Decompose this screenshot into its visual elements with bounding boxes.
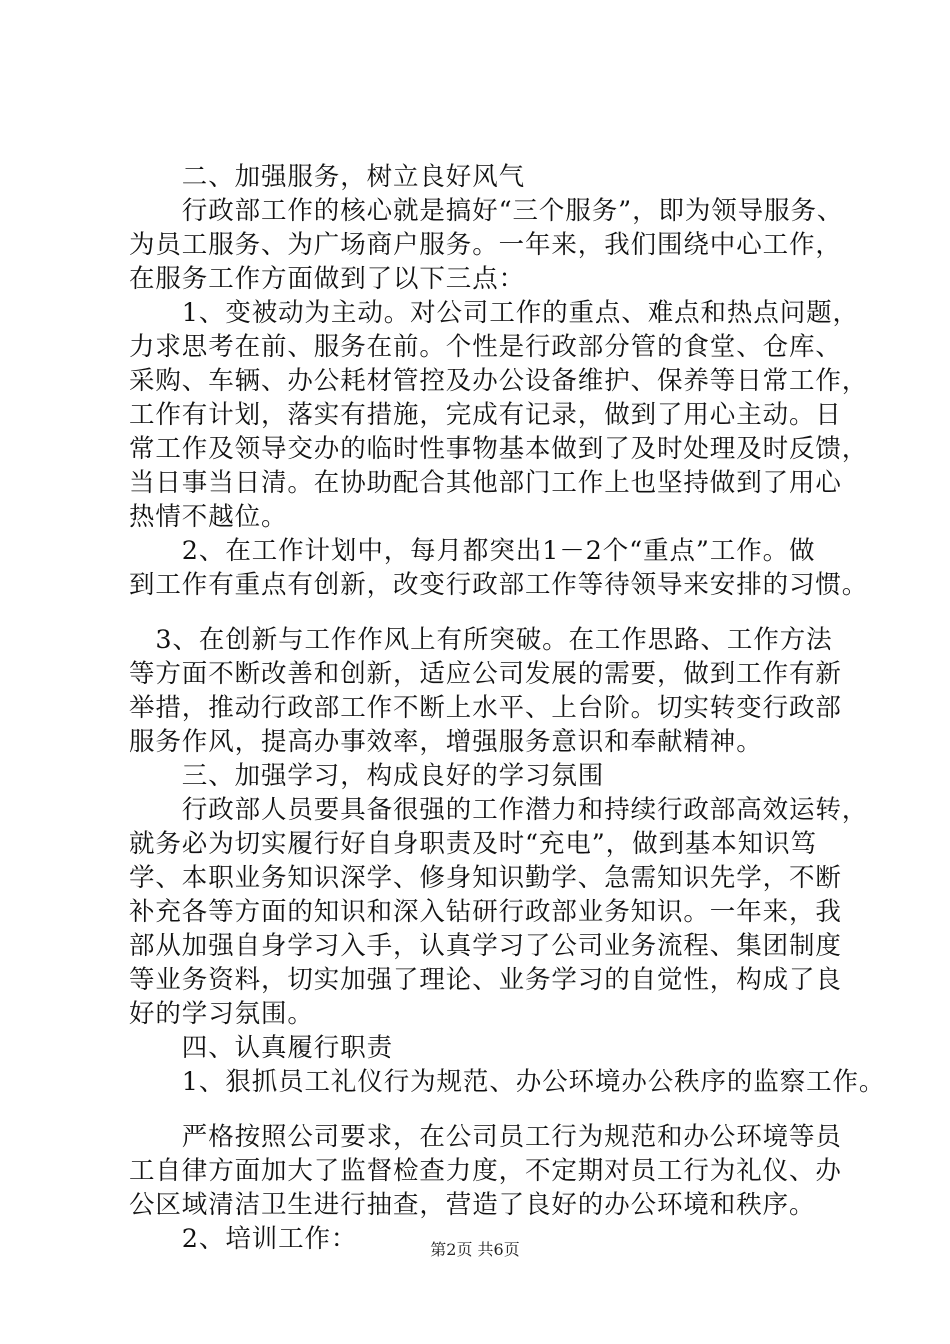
page-footer: 第2页 共6页 (430, 1240, 520, 1259)
paragraph-line: 三、加强学习，构成良好的学习氛围 (129, 761, 605, 791)
paragraph-line: 严格按照公司要求，在公司员工行为规范和办公环境等员 (129, 1122, 842, 1152)
paragraph-line: 2、在工作计划中，每月都突出1－2个“重点”工作。做 (129, 536, 816, 566)
paragraph-line: 力求思考在前、服务在前。个性是行政部分管的食堂、仓库、 (129, 332, 842, 362)
paragraph-line: 3、在创新与工作作风上有所突破。在工作思路、工作方法 (129, 625, 833, 655)
paragraph-line: 公区域清洁卫生进行抽查，营造了良好的办公环境和秩序。 (129, 1190, 816, 1220)
paragraph-line: 等方面不断改善和创新，适应公司发展的需要，做到工作有新 (129, 659, 842, 689)
paragraph-line: 行政部工作的核心就是搞好“三个服务”，即为领导服务、 (129, 196, 844, 226)
paragraph-line: 当日事当日清。在协助配合其他部门工作上也坚持做到了用心 (129, 468, 842, 498)
paragraph-line: 在服务工作方面做到了以下三点： (129, 264, 526, 294)
paragraph-line: 到工作有重点有创新，改变行政部工作等待领导来安排的习惯。 (129, 570, 869, 600)
paragraph-line: 工作有计划，落实有措施，完成有记录，做到了用心主动。日 (129, 400, 842, 430)
paragraph-line: 工自律方面加大了监督检查力度，不定期对员工行为礼仪、办 (129, 1156, 842, 1186)
paragraph-line: 热情不越位。 (129, 502, 288, 532)
paragraph-line: 2、培训工作： (129, 1224, 358, 1254)
paragraph-line: 等业务资料，切实加强了理论、业务学习的自觉性，构成了良 (129, 965, 842, 995)
paragraph-line: 采购、车辆、办公耗材管控及办公设备维护、保养等日常工作， (129, 366, 869, 396)
paragraph-line: 好的学习氛围。 (129, 999, 314, 1029)
paragraph-line: 部从加强自身学习入手，认真学习了公司业务流程、集团制度 (129, 931, 842, 961)
paragraph-line: 二、加强服务，树立良好风气 (129, 162, 526, 192)
paragraph-line: 1、变被动为主动。对公司工作的重点、难点和热点问题， (129, 298, 859, 328)
paragraph-line: 服务作风，提高办事效率，增强服务意识和奉献精神。 (129, 727, 763, 757)
paragraph-line: 为员工服务、为广场商户服务。一年来，我们围绕中心工作， (129, 230, 842, 260)
paragraph-line: 1、狠抓员工礼仪行为规范、办公环境办公秩序的监察工作。 (129, 1067, 886, 1097)
paragraph-line: 常工作及领导交办的临时性事物基本做到了及时处理及时反馈， (129, 434, 869, 464)
paragraph-line: 举措，推动行政部工作不断上水平、上台阶。切实转变行政部 (129, 693, 842, 723)
paragraph-line: 学、本职业务知识深学、修身知识勤学、急需知识先学，不断 (129, 863, 842, 893)
paragraph-line: 补充各等方面的知识和深入钻研行政部业务知识。一年来，我 (129, 897, 842, 927)
paragraph-line: 行政部人员要具备很强的工作潜力和持续行政部高效运转， (129, 795, 869, 825)
paragraph-line: 就务必为切实履行好自身职责及时“充电”，做到基本知识笃 (129, 829, 817, 859)
paragraph-line: 四、认真履行职责 (129, 1033, 394, 1063)
